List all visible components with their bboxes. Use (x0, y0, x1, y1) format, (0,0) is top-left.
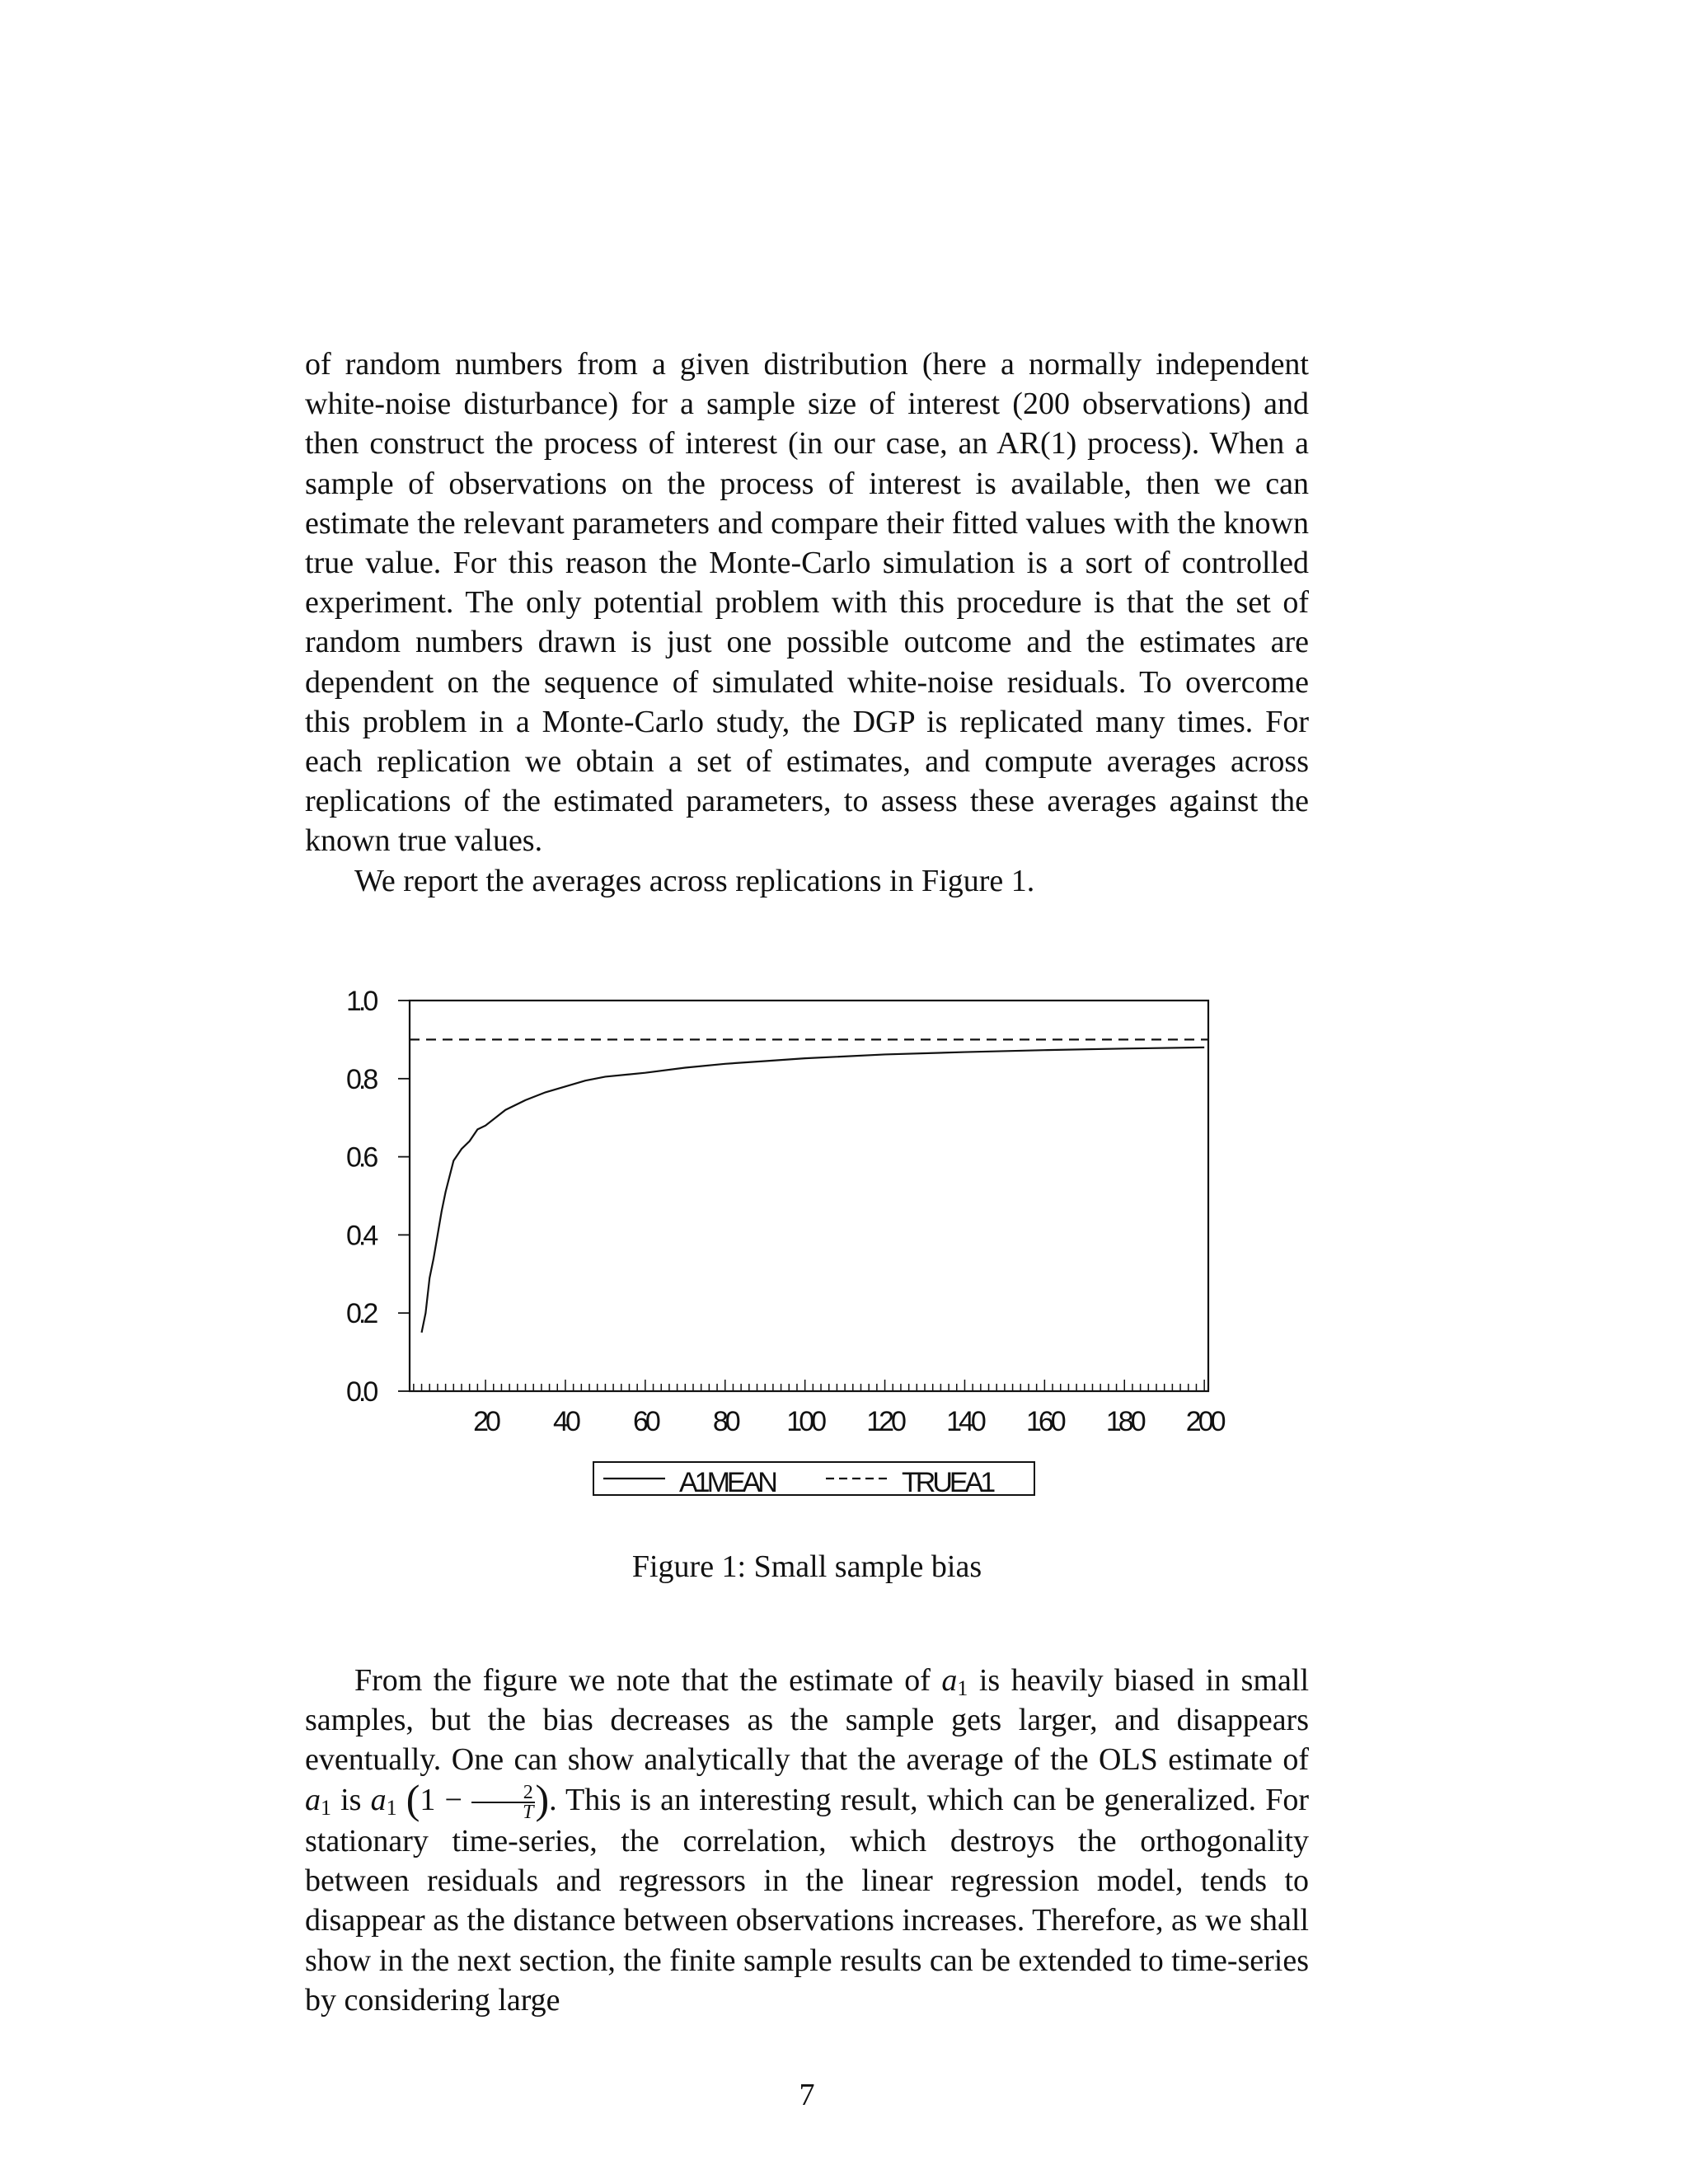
paragraph-bias-discussion (305, 1661, 1309, 2020)
body-text-bottom (305, 1661, 1309, 2020)
y-tick-label: 0.4 (346, 1220, 376, 1252)
legend-label-truea1: TRUEA1 (902, 1467, 993, 1498)
x-tick-label: 160 (1025, 1406, 1063, 1437)
paragraph-monte-carlo: of random numbers from a given distribution (here a normally independent white-noise disturbance) for a sample size of interest (200 observations) and then construct the process of interest (in our case, an AR(1) process). When a sample of observations on the process of interest is available, then we can estimate the relevant parameters and compare their fitted values with the known true value. For this reason the Monte-Carlo simulation is a sort of controlled experiment. The only potential problem with this procedure is that the set of random numbers drawn is just one possible outcome and the estimates are dependent on the sequence of simulated white-noise residuals. To overcome this problem in a Monte-Carlo study, the DGP is replicated many times. For each replication we obtain a set of estimates, and compute averages across replications of the estimated parameters, to assess these averages against the known true values. (305, 347, 1309, 859)
y-tick-label: 0.6 (346, 1141, 376, 1174)
y-tick-label: 0.0 (346, 1376, 376, 1408)
y-tick-label: 0.8 (346, 1063, 376, 1095)
math-a1: $a_1$ (305, 1782, 331, 1820)
x-tick-label: 60 (632, 1406, 658, 1437)
math-a1: $a_1$ (941, 1663, 968, 1700)
x-tick-label: 100 (786, 1406, 824, 1437)
text-segment: is heavily biased in small samples, but the bias decreases as the sample gets larger, and disappears eventually. One can show analytically that the average of the OLS estimate of (305, 1663, 1310, 1778)
x-tick-label: 200 (1185, 1406, 1223, 1437)
math-a1-formula: $a_1$ (1 − $\frac{2}{T}$ ) (370, 1775, 550, 1823)
text-segment: . This is an interesting result, which can be generalized. For stationary time-series, the correlation, which destroys the orthogonality between residuals and regressors in the linear regression model, tends to disappear as the distance between observations increases. Therefore, as we shall show in the next section, the finite sample results can be extended to time-series by considering large (305, 1782, 1310, 2018)
page-number: 7 (799, 2078, 815, 2112)
text-segment: is (340, 1782, 362, 1817)
paragraph-figure-reference: We report the averages across replications in Figure 1. (354, 863, 1035, 898)
y-tick-label: 0.2 (346, 1298, 376, 1330)
fraction-2-over-T: $\frac{2}{T}$ (471, 1783, 535, 1821)
x-tick-label: 120 (866, 1406, 903, 1437)
series-line-a1mean (422, 1047, 1205, 1333)
text-segment: From the figure we note that the estimate of (354, 1663, 931, 1698)
x-tick-label: 140 (946, 1406, 983, 1437)
x-tick-label: 180 (1105, 1406, 1143, 1437)
chart-marks (346, 986, 1226, 1498)
x-tick-label: 80 (712, 1406, 738, 1437)
x-tick-label: 20 (473, 1406, 498, 1437)
y-tick-label: 1.0 (346, 986, 376, 1017)
figure-caption: Figure 1: Small sample bias (631, 1549, 982, 1584)
legend-label-a1mean: A1MEAN (679, 1467, 775, 1498)
x-tick-label: 40 (553, 1406, 578, 1437)
plot-frame (410, 1001, 1208, 1391)
